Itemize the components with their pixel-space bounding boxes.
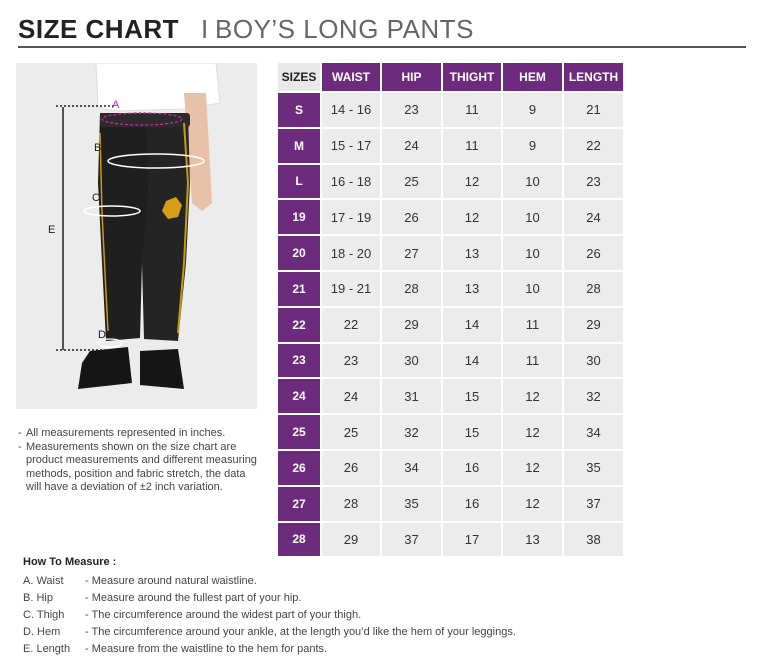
size-cell: 21 [278, 272, 320, 306]
how-to-item [23, 589, 723, 606]
header-hip: HIP [382, 63, 441, 91]
length-cell: 28 [564, 272, 623, 306]
hem-cell: 13 [503, 523, 562, 557]
waist-cell: 23 [322, 344, 380, 378]
how-to-label: D. Hem [23, 625, 61, 638]
table-row [278, 415, 623, 449]
table-row [278, 165, 623, 199]
hip-cell: 24 [382, 129, 441, 163]
hip-cell: 35 [382, 487, 441, 521]
thigh-cell: 14 [443, 308, 501, 342]
hem-cell: 12 [503, 487, 562, 521]
how-to-item [23, 623, 723, 640]
thigh-cell: 12 [443, 200, 501, 234]
right-shoe [140, 349, 184, 389]
hip-cell: 30 [382, 344, 441, 378]
how-to-label: E. Length [23, 642, 71, 655]
how-to-desc: - Measure around the fullest part of your hip. [85, 591, 302, 604]
length-cell: 21 [564, 93, 623, 127]
size-cell: 27 [278, 487, 320, 521]
hip-cell: 28 [382, 272, 441, 306]
length-cell: 26 [564, 236, 623, 270]
size-table [276, 61, 625, 558]
waist-cell: 14 - 16 [322, 93, 380, 127]
table-row [278, 272, 623, 306]
thigh-cell: 16 [443, 451, 501, 485]
table-row [278, 487, 623, 521]
size-cell: 22 [278, 308, 320, 342]
hip-cell: 34 [382, 451, 441, 485]
thigh-cell: 11 [443, 93, 501, 127]
waist-cell: 22 [322, 308, 380, 342]
size-cell: 26 [278, 451, 320, 485]
waist-cell: 19 - 21 [322, 272, 380, 306]
length-cell: 24 [564, 200, 623, 234]
pants-illustration [16, 63, 257, 409]
table-row [278, 93, 623, 127]
hip-cell: 37 [382, 523, 441, 557]
waist-cell: 28 [322, 487, 380, 521]
hem-cell: 10 [503, 165, 562, 199]
table-row [278, 451, 623, 485]
size-cell: 24 [278, 379, 320, 413]
thigh-cell: 15 [443, 415, 501, 449]
label-e: E [48, 224, 56, 236]
size-cell: 28 [278, 523, 320, 557]
length-cell: 34 [564, 415, 623, 449]
hip-cell: 25 [382, 165, 441, 199]
table-row [278, 344, 623, 378]
waist-cell: 24 [322, 379, 380, 413]
waist-cell: 29 [322, 523, 380, 557]
thigh-cell: 15 [443, 379, 501, 413]
length-cell: 29 [564, 308, 623, 342]
how-to-label: C. Thigh [23, 608, 65, 621]
hem-cell: 12 [503, 451, 562, 485]
header-waist: WAIST [322, 63, 380, 91]
note-item: - Measurements shown on the size chart are product measurements and different measuring methods, position and fabric stretch, the data will have a deviation of ±2 inch variation. [18, 440, 257, 493]
pants-measurement-diagram [16, 63, 257, 409]
table-row [278, 236, 623, 270]
hip-cell: 31 [382, 379, 441, 413]
thigh-cell: 12 [443, 165, 501, 199]
table-header-row [278, 63, 623, 91]
length-cell: 23 [564, 165, 623, 199]
length-cell: 30 [564, 344, 623, 378]
label-c: C [92, 192, 100, 204]
length-cell: 35 [564, 451, 623, 485]
header-thight: THIGHT [443, 63, 501, 91]
how-to-item [23, 640, 723, 657]
hem-cell: 12 [503, 415, 562, 449]
label-d: D [98, 329, 106, 341]
thigh-cell: 11 [443, 129, 501, 163]
label-b: B [94, 142, 102, 154]
hip-cell: 27 [382, 236, 441, 270]
length-cell: 32 [564, 379, 623, 413]
thigh-cell: 13 [443, 272, 501, 306]
hem-cell: 11 [503, 344, 562, 378]
hem-cell: 9 [503, 93, 562, 127]
hem-cell: 10 [503, 272, 562, 306]
size-cell: L [278, 165, 320, 199]
page-subtitle: BOY’S LONG PANTS [215, 14, 474, 44]
how-to-desc: - Measure from the waistline to the hem for pants. [85, 642, 328, 655]
title-separator: I [201, 14, 209, 44]
waist-cell: 25 [322, 415, 380, 449]
header-hem: HEM [503, 63, 562, 91]
waist-cell: 17 - 19 [322, 200, 380, 234]
how-to-item [23, 606, 723, 623]
how-to-desc: - The circumference around your ankle, at the length you’d like the hem of your leggings. [85, 625, 516, 638]
thigh-cell: 14 [443, 344, 501, 378]
waist-cell: 18 - 20 [322, 236, 380, 270]
how-to-measure [23, 556, 723, 657]
table-row [278, 308, 623, 342]
length-cell: 37 [564, 487, 623, 521]
note-text: Measurements shown on the size chart are product measurements and different measuring methods, position and fabric stretch, the data will have a deviation of ±2 inch variation. [26, 440, 257, 493]
hem-cell: 12 [503, 379, 562, 413]
size-cell: S [278, 93, 320, 127]
size-cell: 20 [278, 236, 320, 270]
header-length: LENGTH [564, 63, 623, 91]
page-header [18, 12, 746, 48]
hip-cell: 26 [382, 200, 441, 234]
hem-cell: 9 [503, 129, 562, 163]
hip-cell: 23 [382, 93, 441, 127]
waist-cell: 26 [322, 451, 380, 485]
how-to-desc: - The circumference around the widest part of your thigh. [85, 608, 362, 621]
how-to-item [23, 572, 723, 589]
thigh-cell: 17 [443, 523, 501, 557]
page-title: SIZE CHART [18, 14, 179, 44]
hip-cell: 29 [382, 308, 441, 342]
note-text: All measurements represented in inches. [26, 427, 226, 439]
length-cell: 38 [564, 523, 623, 557]
table-row [278, 129, 623, 163]
how-to-label: B. Hip [23, 591, 53, 604]
hem-cell: 11 [503, 308, 562, 342]
how-to-desc: - Measure around natural waistline. [85, 574, 257, 587]
size-cell: 19 [278, 200, 320, 234]
hip-cell: 32 [382, 415, 441, 449]
waist-cell: 16 - 18 [322, 165, 380, 199]
measurement-notes [18, 427, 263, 495]
hem-cell: 10 [503, 236, 562, 270]
thigh-cell: 16 [443, 487, 501, 521]
how-to-title: How To Measure : [23, 556, 117, 568]
waist-cell: 15 - 17 [322, 129, 380, 163]
size-cell: 23 [278, 344, 320, 378]
table-row [278, 523, 623, 557]
size-cell: 25 [278, 415, 320, 449]
header-sizes: SIZES [278, 63, 320, 91]
label-a: A [112, 99, 120, 111]
length-cell: 22 [564, 129, 623, 163]
hem-cell: 10 [503, 200, 562, 234]
table-row [278, 200, 623, 234]
thigh-cell: 13 [443, 236, 501, 270]
note-item: - All measurements represented in inches. [18, 427, 226, 439]
table-row [278, 379, 623, 413]
how-to-label: A. Waist [23, 574, 64, 587]
size-cell: M [278, 129, 320, 163]
